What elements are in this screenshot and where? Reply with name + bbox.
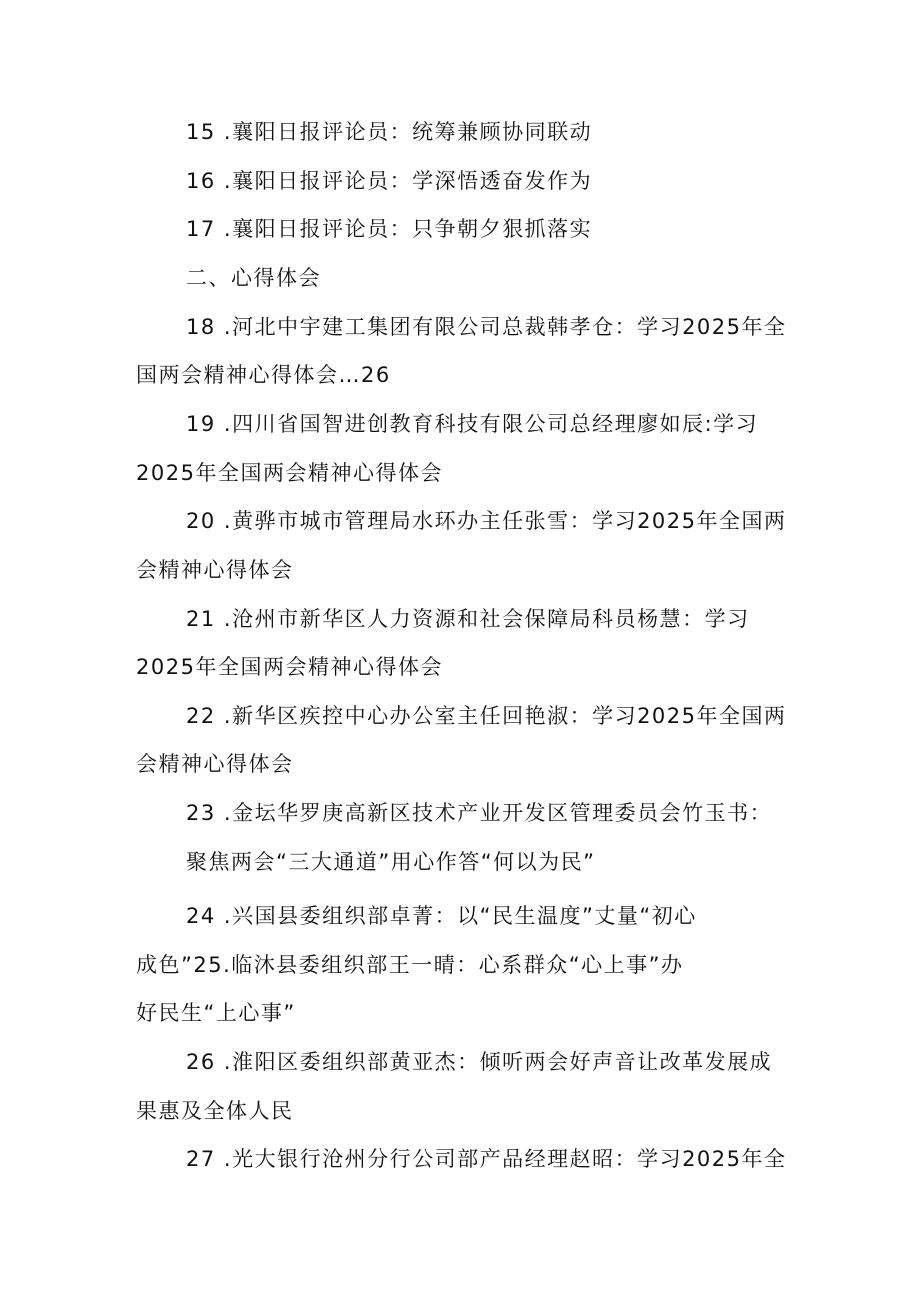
toc-entry-19-line2: 2025年全国两会精神心得体会 [136, 461, 443, 485]
toc-entry-22-line2: 会精神心得体会 [136, 752, 294, 776]
toc-entry-20-line1: 20 .黄骅市城市管理局水环办主任张雪：学习2025年全国两 [186, 509, 787, 533]
toc-entry-24-25-line2: 成色”25.临沐县委组织部王一晴：心系群众“心上事”办 [136, 953, 684, 977]
toc-entry-19-line1: 19 .四川省国智进创教育科技有限公司总经理廖如辰:学习 [186, 412, 759, 436]
toc-entry-15: 15 .襄阳日报评论员：统筹兼顾协同联动 [186, 120, 593, 144]
section-heading: 二、心得体会 [186, 266, 321, 290]
toc-entry-22-line1: 22 .新华区疾控中心办公室主任回艳淑：学习2025年全国两 [186, 704, 787, 728]
toc-entry-23-line2: 聚焦两会“三大通道”用心作答“何以为民” [186, 850, 596, 874]
toc-entry-18-line2: 国两会精神心得体会…26 [136, 363, 391, 387]
toc-entry-27-line1: 27 .光大银行沧州分行公司部产品经理赵昭：学习2025年全 [186, 1147, 787, 1171]
toc-entry-24-line1: 24 .兴国县委组织部卓菁：以“民生温度”丈量“初心 [186, 904, 697, 928]
toc-entry-21-line2: 2025年全国两会精神心得体会 [136, 655, 443, 679]
toc-entry-26-line2: 果惠及全体人民 [136, 1099, 294, 1123]
toc-entry-20-line2: 会精神心得体会 [136, 558, 294, 582]
toc-entry-17: 17 .襄阳日报评论员：只争朝夕狠抓落实 [186, 217, 593, 241]
toc-entry-18-line1: 18 .河北中宇建工集团有限公司总裁韩孝仓：学习2025年全 [186, 315, 787, 339]
toc-entry-26-line1: 26 .淮阳区委组织部黄亚杰：倾听两会好声音让改革发展成 [186, 1050, 773, 1074]
toc-entry-25-line3: 好民生“上心事” [136, 1001, 296, 1025]
toc-entry-16: 16 .襄阳日报评论员：学深悟透奋发作为 [186, 169, 593, 193]
toc-entry-21-line1: 21 .沧州市新华区人力资源和社会保障局科员杨慧：学习 [186, 607, 750, 631]
toc-entry-23-line1: 23 .金坛华罗庚高新区技术产业开发区管理委员会竹玉书： [186, 801, 773, 825]
